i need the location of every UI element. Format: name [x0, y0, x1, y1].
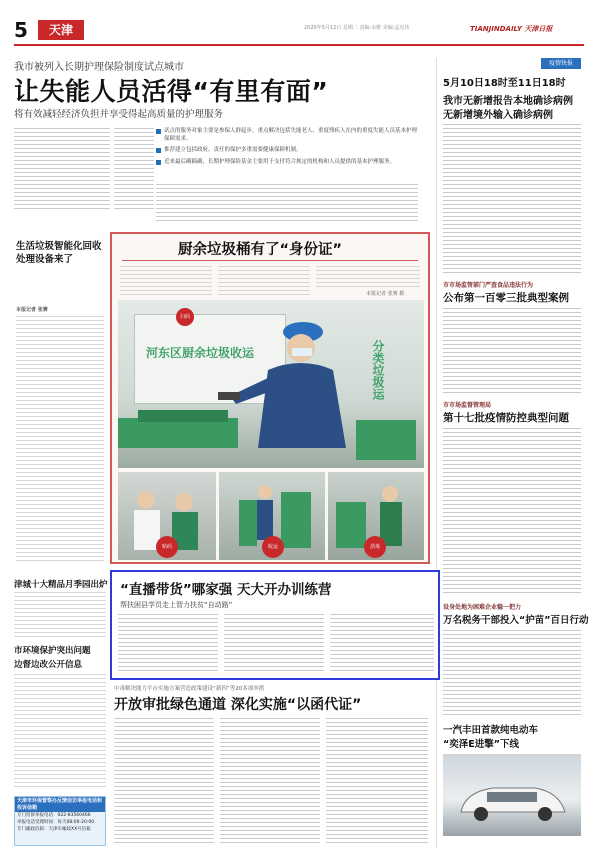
brief-body: [443, 124, 581, 274]
bullet-item: [156, 128, 418, 143]
brief-headline-2: 无新增境外输入确诊病例: [443, 110, 553, 121]
left-column: [14, 240, 106, 848]
section-label: 天津: [48, 23, 73, 37]
car-icon: [443, 754, 581, 836]
bullet-text: 近来最后确稿确，长期护理保险基金主要用于支付符合规定的机构和人员提供的基本护理服务。: [164, 158, 396, 165]
brief-title: 5月10日18时至11日18时: [443, 78, 566, 89]
highlight-story[interactable]: [110, 570, 440, 680]
brand-logo: TIANJINDAILY 天津日报: [470, 25, 553, 33]
story4-body: [443, 630, 581, 716]
notice-mail: 专门邮政信箱：天津市邮政XX号信箱: [17, 827, 91, 832]
lead-subhead: 将有效减轻经济负担并享受得起高质量的护理服务: [14, 109, 224, 120]
lead-kicker: 我市被列入长期护理保险制度试点城市: [14, 62, 184, 73]
bottom-body-col3: [326, 718, 428, 844]
highlight-body-col2: [224, 614, 324, 674]
square-bullet-icon: [156, 129, 161, 134]
left-story1-headline: 生活垃圾智能化回收处理设备来了: [16, 241, 102, 265]
bullet-item: [156, 159, 418, 167]
right-column: [436, 58, 589, 848]
page-number: 5: [14, 18, 28, 42]
feature-box: [110, 232, 430, 564]
bottom-story: [110, 684, 432, 848]
notice-title: 天津市环保督察办反馈信访举报电话和投诉信箱: [15, 797, 105, 812]
main-photo: [118, 300, 424, 468]
left-story1-body: [16, 316, 104, 562]
highlight-body-col1: [118, 614, 218, 674]
story5-headline-2: “奕泽E进擎”下线: [443, 739, 519, 750]
story2-body: [443, 308, 581, 396]
highlight-headline: “直播带货”哪家强 天大开办训练营: [120, 582, 332, 598]
photo-sign-right: 分类垃圾运: [371, 340, 385, 400]
bottom-headline: 开放审批绿色通道 深化实施“以函代证”: [114, 697, 362, 713]
story3-label: 市市场监督管理局: [443, 402, 492, 409]
feature-text-col3: [316, 266, 420, 288]
photo-sign: 河东区厨余垃圾收运: [146, 346, 255, 360]
date-line: 2020年5月12日 星期二 责编:余维 美编:孟宪伟: [304, 25, 410, 31]
badge: [541, 58, 581, 69]
masthead: [14, 18, 584, 46]
caption-2-label: 收运: [267, 544, 278, 550]
bottom-kicker: 中毒解决能力平台实施方案营造政策建设“新四”等20多项举措: [114, 686, 265, 692]
notice-box: [14, 796, 106, 846]
caption-2: [262, 536, 284, 558]
story5-headline-1: 一汽丰田首款纯电动车: [443, 725, 539, 736]
brief-headline-1: 我市无新增报告本地确诊病例: [443, 96, 573, 107]
feature-byline: 本报记者 张赛 摄: [366, 291, 405, 297]
story4-label: 设身处地为困难企业稳一把力: [443, 604, 522, 611]
story3-body: [443, 428, 581, 596]
story4-headline: 万名税务干部投入“护苗”百日行动: [443, 615, 589, 626]
square-bullet-icon: [156, 148, 161, 153]
story2-label: 市市场监管部门严查食品违法行为: [443, 282, 534, 289]
caption-1-label: 贴码: [161, 544, 172, 550]
left-story3-headline-1: 市环境保护突出问题: [14, 646, 91, 656]
story2-headline: 公布第一百零三批典型案例: [443, 292, 569, 304]
highlight-subhead: 帮扶困县学员走上智力扶贫“自动路”: [120, 601, 233, 609]
lead-body-col1: [14, 128, 110, 212]
left-story2-body: [14, 592, 106, 638]
badge-label: 疫情快报: [548, 60, 573, 67]
worker-figure-icon: [118, 300, 424, 468]
notice-phone: 专门投诉举报电话：022-83560466: [17, 813, 91, 818]
lead-story: [14, 58, 424, 228]
bottom-body-col1: [114, 718, 214, 844]
lead-headline: 让失能人员活得“有里有面”: [14, 77, 329, 106]
left-story2-headline: 津城十大精品月季园出炉: [14, 580, 108, 590]
section-tag: [38, 20, 84, 40]
bottom-body-col2: [220, 718, 320, 844]
notice-time: 举报电话受理时间：每天08:00-20:00: [17, 820, 95, 825]
caption-3: [364, 536, 386, 558]
caption-3-label: 消毒: [369, 544, 380, 550]
lead-body-col2: [114, 128, 154, 212]
feature-headline: 厨余垃圾桶有了“身份证”: [178, 242, 343, 258]
feature-divider: [122, 260, 418, 261]
left-story3-headline-2: 边督边改公开信息: [14, 660, 83, 670]
caption-1: [156, 536, 178, 558]
feature-text-col2: [218, 266, 310, 296]
lead-bullets: [156, 128, 418, 166]
story3-headline: 第十七批疫情防控典型问题: [443, 412, 569, 424]
bullet-text: 推荐建立包括政府、责任的保护多重需要健康保障机制。: [164, 147, 302, 153]
lead-body-bottom: [156, 184, 418, 224]
left-story1-byline: 本报记者 张赛: [16, 307, 48, 313]
bullet-text: 试点的服务对象主要是参保人群起步，重点解决包括失能老人、重度残疾人在内的重度失能人员基本护理保障需求。: [164, 128, 418, 142]
feature-text-col1: [120, 266, 212, 296]
bullet-item: [156, 147, 418, 155]
car-photo: [443, 754, 581, 836]
square-bullet-icon: [156, 160, 161, 165]
red-tag-label: 扫码: [179, 314, 190, 320]
highlight-body-col3: [330, 614, 434, 674]
left-story3-body: [14, 674, 106, 790]
